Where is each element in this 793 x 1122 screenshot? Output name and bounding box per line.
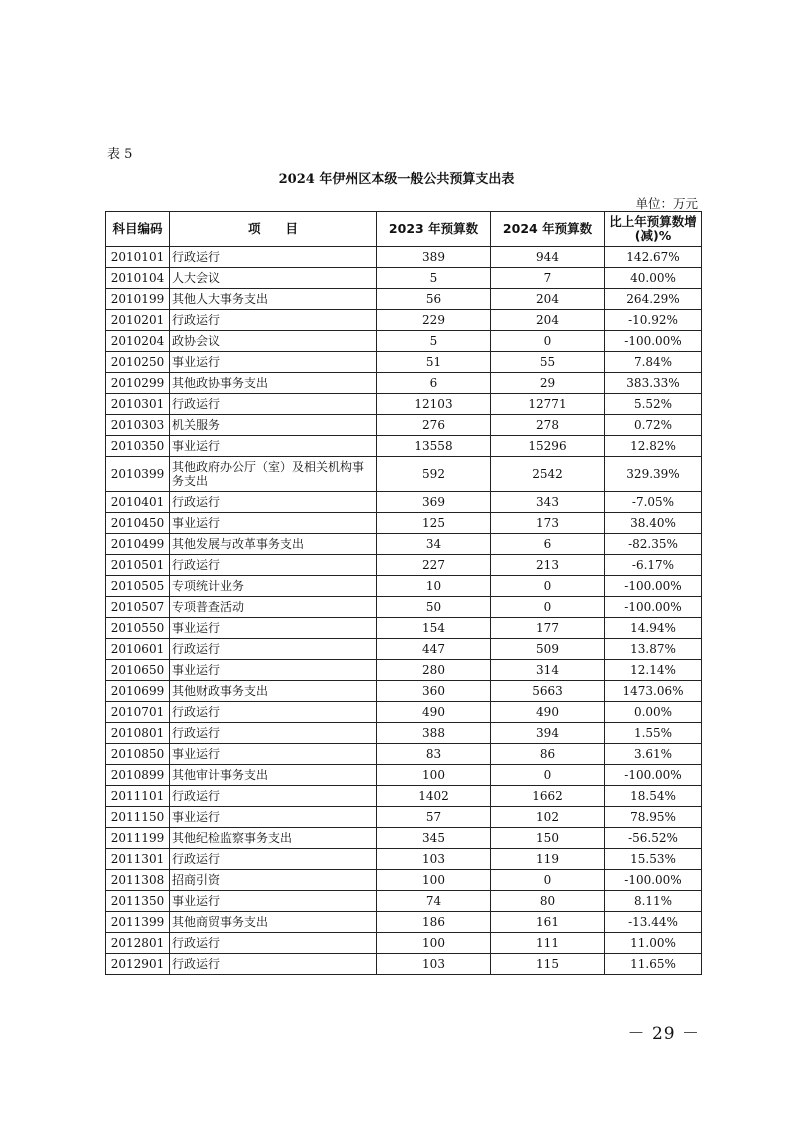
table-row <box>106 513 702 534</box>
row-code: 2010301 <box>106 394 170 415</box>
row-budget-2024: 213 <box>491 555 605 576</box>
row-budget-2023: 50 <box>377 597 491 618</box>
row-item-name: 行政运行 <box>170 639 377 660</box>
row-budget-2024: 115 <box>491 954 605 975</box>
row-item-name: 行政运行 <box>170 492 377 513</box>
row-item-name: 事业运行 <box>170 660 377 681</box>
row-item-name: 事业运行 <box>170 436 377 457</box>
row-change: 0.00% <box>605 702 702 723</box>
row-budget-2024: 509 <box>491 639 605 660</box>
table-row <box>106 660 702 681</box>
row-budget-2023: 360 <box>377 681 491 702</box>
row-budget-2023: 5 <box>377 268 491 289</box>
row-change: -56.52% <box>605 828 702 849</box>
row-code: 2010401 <box>106 492 170 513</box>
table-row <box>106 534 702 555</box>
row-budget-2023: 6 <box>377 373 491 394</box>
row-code: 2010204 <box>106 331 170 352</box>
table-row <box>106 954 702 975</box>
row-budget-2023: 369 <box>377 492 491 513</box>
row-change: 38.40% <box>605 513 702 534</box>
table-row <box>106 618 702 639</box>
row-budget-2024: 102 <box>491 807 605 828</box>
table-header-row <box>106 212 702 247</box>
table-row <box>106 394 702 415</box>
header-budget-2024: 2024 年预算数 <box>491 212 605 247</box>
row-code: 2010104 <box>106 268 170 289</box>
row-budget-2023: 447 <box>377 639 491 660</box>
row-code: 2010850 <box>106 744 170 765</box>
row-code: 2010450 <box>106 513 170 534</box>
row-item-name: 行政运行 <box>170 954 377 975</box>
row-change: 383.33% <box>605 373 702 394</box>
row-budget-2024: 204 <box>491 289 605 310</box>
row-item-name: 行政运行 <box>170 933 377 954</box>
table-row <box>106 597 702 618</box>
row-item-name: 行政运行 <box>170 786 377 807</box>
row-code: 2010299 <box>106 373 170 394</box>
row-budget-2024: 173 <box>491 513 605 534</box>
row-item-name: 其他审计事务支出 <box>170 765 377 786</box>
row-item-name: 行政运行 <box>170 849 377 870</box>
row-budget-2023: 276 <box>377 415 491 436</box>
row-item-name: 事业运行 <box>170 807 377 828</box>
row-item-name: 其他人大事务支出 <box>170 289 377 310</box>
row-code: 2010650 <box>106 660 170 681</box>
row-budget-2023: 229 <box>377 310 491 331</box>
row-change: 14.94% <box>605 618 702 639</box>
table-row <box>106 331 702 352</box>
row-change: 18.54% <box>605 786 702 807</box>
row-change: -10.92% <box>605 310 702 331</box>
row-budget-2023: 100 <box>377 870 491 891</box>
row-budget-2023: 10 <box>377 576 491 597</box>
table-row <box>106 702 702 723</box>
row-budget-2023: 227 <box>377 555 491 576</box>
row-budget-2023: 186 <box>377 912 491 933</box>
row-code: 2010899 <box>106 765 170 786</box>
row-item-name: 事业运行 <box>170 618 377 639</box>
header-item: 项 目 <box>170 212 377 247</box>
row-budget-2023: 100 <box>377 765 491 786</box>
row-code: 2010350 <box>106 436 170 457</box>
row-budget-2023: 103 <box>377 849 491 870</box>
row-budget-2023: 34 <box>377 534 491 555</box>
row-change: -13.44% <box>605 912 702 933</box>
row-code: 2010201 <box>106 310 170 331</box>
row-item-name: 行政运行 <box>170 247 377 268</box>
row-budget-2024: 204 <box>491 310 605 331</box>
table-row <box>106 891 702 912</box>
row-budget-2023: 56 <box>377 289 491 310</box>
row-budget-2023: 345 <box>377 828 491 849</box>
header-change: 比上年预算数增(减)% <box>605 212 702 247</box>
row-code: 2010250 <box>106 352 170 373</box>
row-change: 11.00% <box>605 933 702 954</box>
row-budget-2023: 154 <box>377 618 491 639</box>
row-budget-2023: 592 <box>377 457 491 492</box>
row-budget-2024: 314 <box>491 660 605 681</box>
row-code: 2010601 <box>106 639 170 660</box>
table-row <box>106 681 702 702</box>
row-change: -6.17% <box>605 555 702 576</box>
row-budget-2024: 161 <box>491 912 605 933</box>
row-budget-2024: 0 <box>491 576 605 597</box>
row-budget-2024: 343 <box>491 492 605 513</box>
table-row <box>106 576 702 597</box>
page-title: 2024 年伊州区本级一般公共预算支出表 <box>278 172 515 187</box>
row-code: 2010101 <box>106 247 170 268</box>
row-budget-2024: 6 <box>491 534 605 555</box>
row-budget-2023: 100 <box>377 933 491 954</box>
row-change: 15.53% <box>605 849 702 870</box>
row-item-name: 政协会议 <box>170 331 377 352</box>
row-change: 11.65% <box>605 954 702 975</box>
row-code: 2011150 <box>106 807 170 828</box>
row-change: 7.84% <box>605 352 702 373</box>
row-item-name: 行政运行 <box>170 555 377 576</box>
row-budget-2023: 57 <box>377 807 491 828</box>
row-change: 78.95% <box>605 807 702 828</box>
row-change: 12.82% <box>605 436 702 457</box>
row-code: 2010550 <box>106 618 170 639</box>
row-code: 2010399 <box>106 457 170 492</box>
row-code: 2011301 <box>106 849 170 870</box>
row-code: 2011399 <box>106 912 170 933</box>
table-row <box>106 870 702 891</box>
row-code: 2010505 <box>106 576 170 597</box>
row-item-name: 招商引资 <box>170 870 377 891</box>
row-item-name: 机关服务 <box>170 415 377 436</box>
row-item-name: 其他商贸事务支出 <box>170 912 377 933</box>
row-item-name: 其他财政事务支出 <box>170 681 377 702</box>
row-budget-2023: 490 <box>377 702 491 723</box>
row-change: -100.00% <box>605 576 702 597</box>
row-change: -100.00% <box>605 765 702 786</box>
table-label: 表 5 <box>107 147 133 162</box>
row-item-name: 行政运行 <box>170 702 377 723</box>
row-budget-2023: 125 <box>377 513 491 534</box>
row-item-name: 专项普查活动 <box>170 597 377 618</box>
row-budget-2024: 2542 <box>491 457 605 492</box>
row-budget-2024: 119 <box>491 849 605 870</box>
row-change: 0.72% <box>605 415 702 436</box>
table-row <box>106 807 702 828</box>
row-change: -100.00% <box>605 870 702 891</box>
row-budget-2024: 7 <box>491 268 605 289</box>
table-row <box>106 555 702 576</box>
row-code: 2010801 <box>106 723 170 744</box>
row-budget-2024: 80 <box>491 891 605 912</box>
row-code: 2012901 <box>106 954 170 975</box>
row-code: 2010701 <box>106 702 170 723</box>
row-change: -100.00% <box>605 597 702 618</box>
row-budget-2024: 5663 <box>491 681 605 702</box>
row-budget-2024: 0 <box>491 870 605 891</box>
table-row <box>106 289 702 310</box>
row-budget-2024: 86 <box>491 744 605 765</box>
row-item-name: 其他政府办公厅（室）及相关机构事务支出 <box>170 457 377 492</box>
row-budget-2024: 0 <box>491 765 605 786</box>
row-change: -82.35% <box>605 534 702 555</box>
row-change: 1473.06% <box>605 681 702 702</box>
header-budget-2023: 2023 年预算数 <box>377 212 491 247</box>
table-row <box>106 415 702 436</box>
table-row <box>106 247 702 268</box>
row-code: 2011308 <box>106 870 170 891</box>
row-budget-2023: 13558 <box>377 436 491 457</box>
row-budget-2023: 51 <box>377 352 491 373</box>
table-row <box>106 436 702 457</box>
budget-table <box>105 211 702 975</box>
table-row <box>106 373 702 394</box>
row-budget-2023: 5 <box>377 331 491 352</box>
row-code: 2010499 <box>106 534 170 555</box>
row-change: 1.55% <box>605 723 702 744</box>
row-change: 142.67% <box>605 247 702 268</box>
table-row <box>106 639 702 660</box>
row-item-name: 事业运行 <box>170 891 377 912</box>
table-row <box>106 786 702 807</box>
table-row <box>106 933 702 954</box>
row-change: -100.00% <box>605 331 702 352</box>
row-item-name: 专项统计业务 <box>170 576 377 597</box>
row-budget-2023: 12103 <box>377 394 491 415</box>
row-code: 2010501 <box>106 555 170 576</box>
row-budget-2024: 944 <box>491 247 605 268</box>
row-code: 2010303 <box>106 415 170 436</box>
row-item-name: 事业运行 <box>170 513 377 534</box>
row-change: 264.29% <box>605 289 702 310</box>
table-body <box>106 247 702 975</box>
table-row <box>106 352 702 373</box>
row-item-name: 行政运行 <box>170 723 377 744</box>
row-change: 329.39% <box>605 457 702 492</box>
row-budget-2024: 12771 <box>491 394 605 415</box>
row-change: 13.87% <box>605 639 702 660</box>
row-item-name: 行政运行 <box>170 310 377 331</box>
row-item-name: 其他发展与改革事务支出 <box>170 534 377 555</box>
row-budget-2024: 0 <box>491 597 605 618</box>
row-budget-2024: 490 <box>491 702 605 723</box>
table-row <box>106 268 702 289</box>
row-code: 2012801 <box>106 933 170 954</box>
table-row <box>106 744 702 765</box>
row-budget-2024: 278 <box>491 415 605 436</box>
row-item-name: 行政运行 <box>170 394 377 415</box>
table-row <box>106 828 702 849</box>
row-change: 8.11% <box>605 891 702 912</box>
row-budget-2023: 1402 <box>377 786 491 807</box>
table-row <box>106 723 702 744</box>
row-change: 40.00% <box>605 268 702 289</box>
row-code: 2010507 <box>106 597 170 618</box>
row-change: 12.14% <box>605 660 702 681</box>
table-row <box>106 912 702 933</box>
row-code: 2011199 <box>106 828 170 849</box>
row-budget-2024: 150 <box>491 828 605 849</box>
row-budget-2023: 280 <box>377 660 491 681</box>
row-budget-2024: 111 <box>491 933 605 954</box>
unit-label: 单位：万元 <box>635 196 698 211</box>
row-budget-2023: 74 <box>377 891 491 912</box>
row-code: 2010699 <box>106 681 170 702</box>
row-budget-2023: 388 <box>377 723 491 744</box>
row-item-name: 事业运行 <box>170 744 377 765</box>
row-item-name: 人大会议 <box>170 268 377 289</box>
row-budget-2024: 0 <box>491 331 605 352</box>
row-budget-2024: 394 <box>491 723 605 744</box>
row-code: 2010199 <box>106 289 170 310</box>
table-row <box>106 310 702 331</box>
row-item-name: 事业运行 <box>170 352 377 373</box>
row-code: 2011101 <box>106 786 170 807</box>
row-budget-2023: 389 <box>377 247 491 268</box>
table-row <box>106 457 702 492</box>
row-budget-2023: 103 <box>377 954 491 975</box>
row-item-name: 其他纪检监察事务支出 <box>170 828 377 849</box>
row-code: 2011350 <box>106 891 170 912</box>
row-budget-2024: 29 <box>491 373 605 394</box>
header-code: 科目编码 <box>106 212 170 247</box>
row-budget-2023: 83 <box>377 744 491 765</box>
row-budget-2024: 55 <box>491 352 605 373</box>
page-number: － 29 － <box>627 1024 700 1044</box>
row-budget-2024: 1662 <box>491 786 605 807</box>
row-change: 5.52% <box>605 394 702 415</box>
table-row <box>106 849 702 870</box>
row-budget-2024: 177 <box>491 618 605 639</box>
row-change: -7.05% <box>605 492 702 513</box>
table-row <box>106 765 702 786</box>
row-change: 3.61% <box>605 744 702 765</box>
row-budget-2024: 15296 <box>491 436 605 457</box>
row-item-name: 其他政协事务支出 <box>170 373 377 394</box>
table-row <box>106 492 702 513</box>
